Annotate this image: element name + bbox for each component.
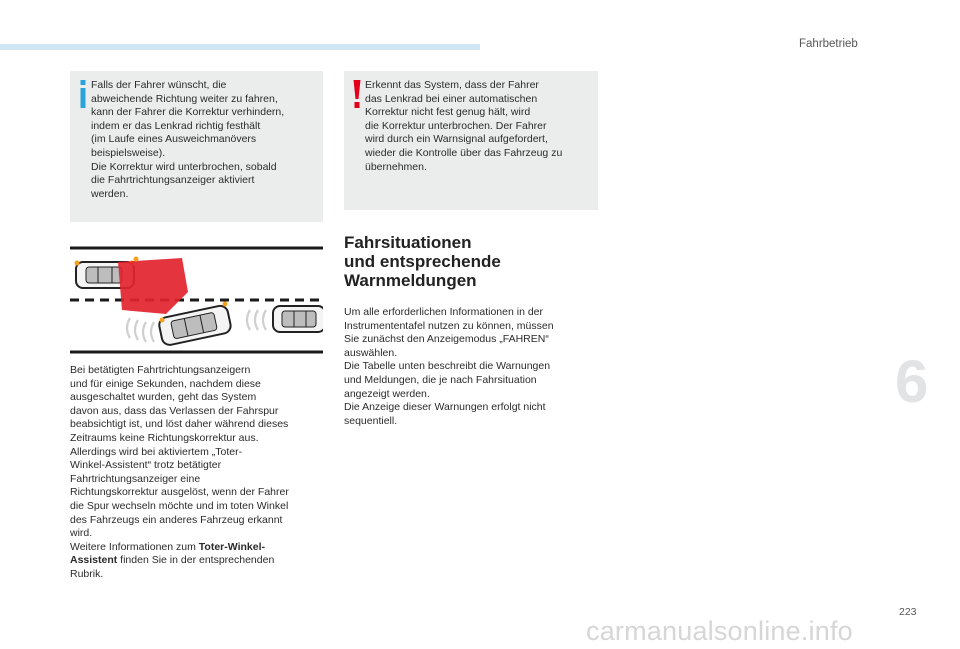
car-bottom-lane xyxy=(273,306,323,332)
chapter-number: 6 xyxy=(895,348,929,415)
warning-icon xyxy=(353,80,361,108)
page-number: 223 xyxy=(899,606,917,618)
lane-change-illustration xyxy=(70,242,323,354)
info-icon xyxy=(78,80,88,108)
left-body-text xyxy=(70,364,326,582)
left-body-text-part: Bei betätigten Fahrtrichtungsanzeigern und für einige Sekunden, nachdem diese ausgeschaltet wurden, geht das System davon aus, dass das Verlassen der Fahrspur beabsichtigt ist, und löst daher während dieses Zeitraums keine Richtungskorrektur aus. Allerdings wird bei aktiviertem „Toter- Winkel-Assistent“ trotz betätigter Fahrtrichtungsanzeiger eine Richtungskorrektur ausgelöst, wenn der Fahrer die Spur wechseln möchte und im toten Winkel des Fahrzeugs ein anderes Fahrzeug erkannt wird. Weitere Informationen zum xyxy=(70,364,289,553)
blind-spot-zone xyxy=(118,258,188,314)
section-heading: Fahrsituationen und entsprechende Warnmeldungen xyxy=(344,233,501,290)
left-body-text-end: finden Sie in der entsprechenden Rubrik. xyxy=(70,554,275,580)
info-note xyxy=(70,71,323,222)
blind-spot-link-term: Toter-Winkel- Assistent xyxy=(70,540,265,567)
warning-note-text: Erkennt das System, dass der Fahrer das Lenkrad bei einer automatischen Korrektur nicht fest genug hält, wird die Korrektur unterbrochen. Der Fahrer wird durch ein Warnsignal aufgefordert, wieder die Kontrolle über das Fahrzeug zu übernehmen. xyxy=(365,79,563,173)
right-body-text: Um alle erforderlichen Informationen in der Instrumententafel nutzen zu können, müssen Sie zunächst den Anzeigemodus „FAHREN“ auswählen. Die Tabelle unten beschreibt die Warnungen und Meldungen, die je nach Fahrsituation angezeigt werden. Die Anzeige dieser Warnungen erfolgt nicht sequentiell. xyxy=(344,306,554,427)
watermark: carmanualsonline.info xyxy=(586,616,853,646)
warning-note xyxy=(344,71,598,210)
header-bar xyxy=(0,44,480,50)
section-title: Fahrbetrieb xyxy=(799,38,858,50)
info-note-text: Falls der Fahrer wünscht, die abweichende Richtung weiter zu fahren, kann der Fahrer die Korrektur verhindern, indem er das Lenkrad richtig festhält (im Laufe eines Ausweichmanövers beispielsweise). Die Korrektur wird unterbrochen, sobald die Fahrtrichtungsanzeiger aktiviert werden. xyxy=(91,79,285,200)
